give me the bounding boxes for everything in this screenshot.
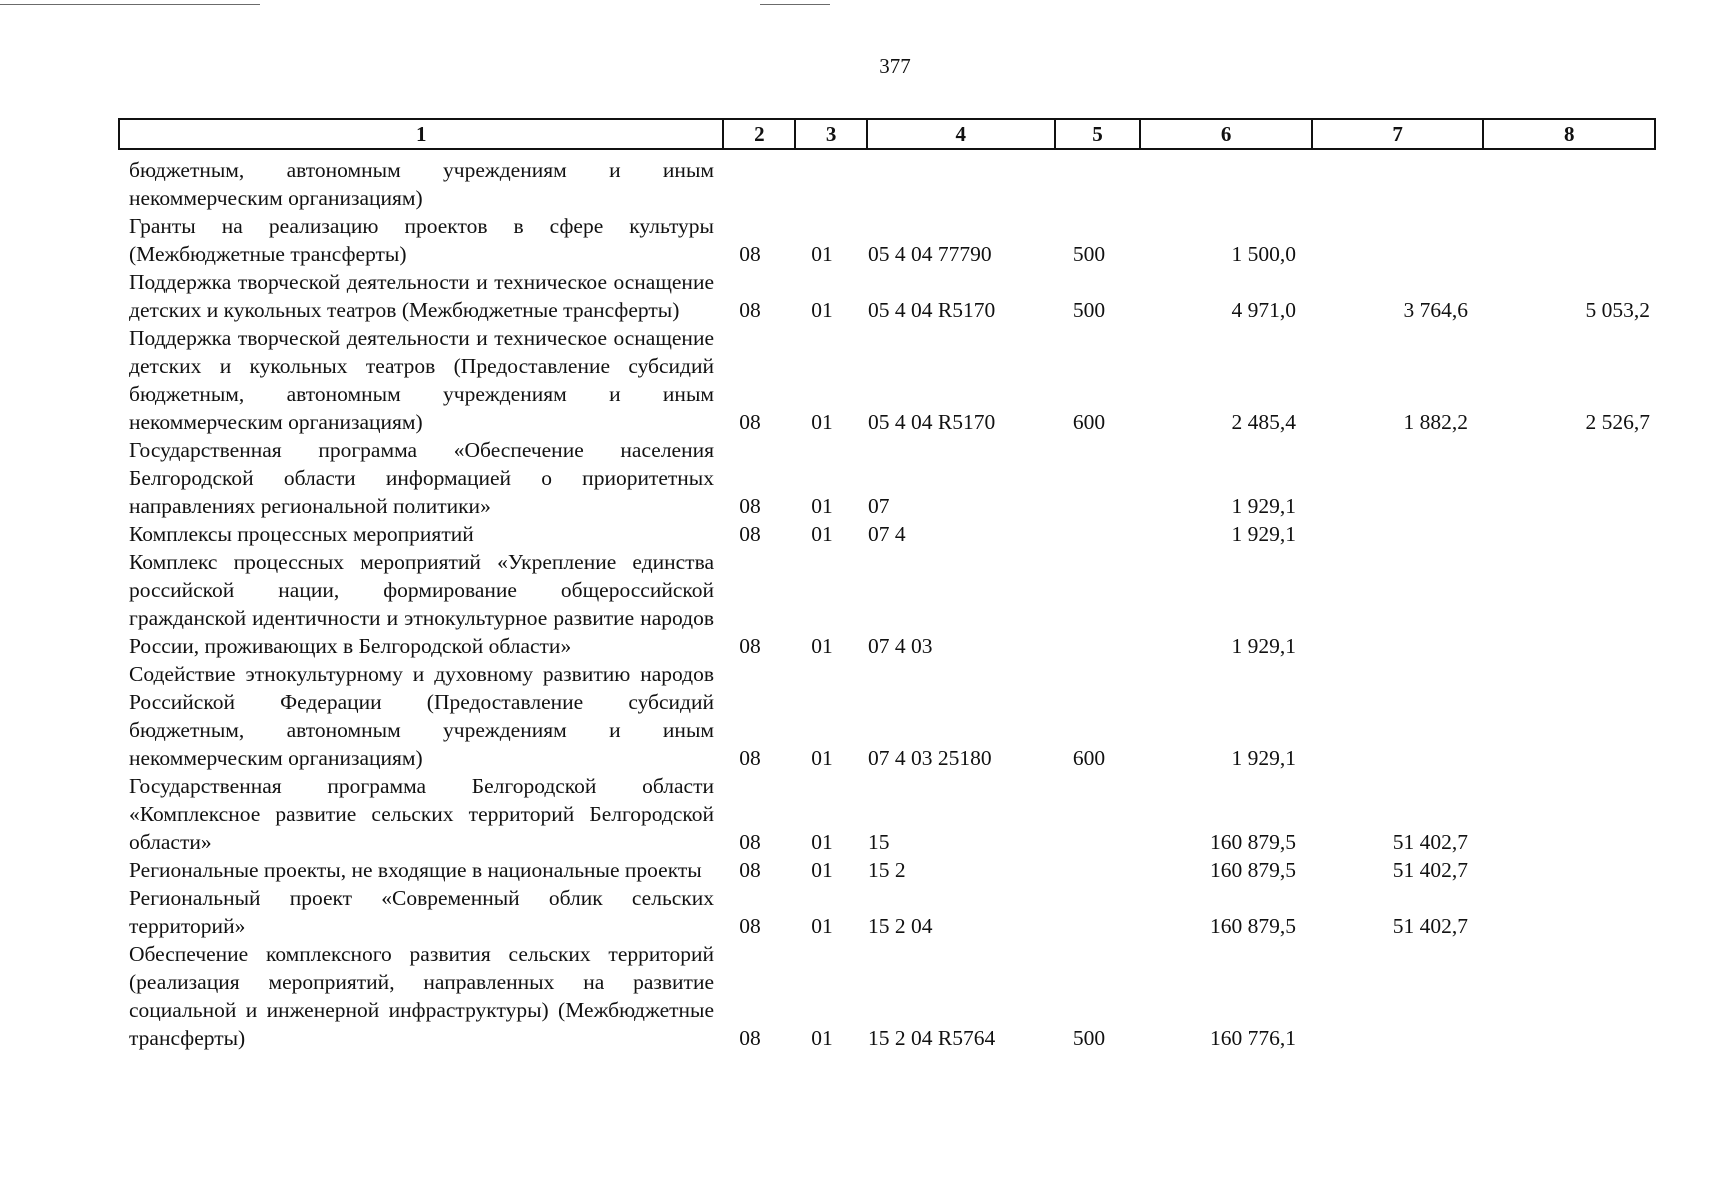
column-header-4: 4 [868,120,1056,148]
row-subsection: 01 [811,494,833,518]
page-number: 377 [879,54,911,78]
row-description: Гранты на реализацию проектов в сфере культуры (Межбюджетные трансферты) [129,214,714,266]
row-section: 08 [739,830,761,854]
row-section: 08 [739,494,761,518]
row-section: 08 [739,522,761,546]
row-description: Поддержка творческой деятельности и техническое оснащение детских и кукольных театров (Межбюджетные трансферты) [129,270,714,322]
row-subsection: 01 [811,858,833,882]
row-target-article: 07 [868,494,890,518]
row-amount-col6: 1 929,1 [1231,494,1296,518]
table-row [118,212,1656,268]
row-expense-type: 500 [1072,1026,1106,1050]
table-row [118,520,1656,548]
row-amount-col7: 3 764,6 [1403,298,1468,322]
row-expense-type: 600 [1072,746,1106,770]
row-description: Государственная программа Белгородской области «Комплексное развитие сельских территорий Белгородской области» [129,774,714,854]
row-amount-col6: 1 929,1 [1231,522,1296,546]
row-amount-col7: 1 882,2 [1403,410,1468,434]
row-amount-col8: 2 526,7 [1585,410,1650,434]
row-amount-col6: 1 500,0 [1231,242,1296,266]
row-amount-col6: 4 971,0 [1231,298,1296,322]
row-description: бюджетным, автономным учреждениям и иным некоммерческим организациям) [129,158,714,210]
row-target-article: 15 2 [868,858,906,882]
column-header-6: 6 [1141,120,1313,148]
row-expense-type: 500 [1072,298,1106,322]
row-subsection: 01 [811,242,833,266]
row-description: Комплекс процессных мероприятий «Укрепление единства российской нации, формирование общероссийской гражданской идентичности и этнокультурное развитие народов России, проживающих в Белгородской области» [129,550,714,658]
row-amount-col6: 1 929,1 [1231,746,1296,770]
row-target-article: 07 4 [868,522,906,546]
row-description: Государственная программа «Обеспечение населения Белгородской области информацией о приоритетных направлениях региональной политики» [129,438,714,518]
table-row [118,436,1656,520]
row-description: Региональные проекты, не входящие в национальные проекты [129,858,702,882]
row-amount-col7: 51 402,7 [1392,830,1468,854]
row-target-article: 05 4 04 77790 [868,242,992,266]
row-section: 08 [739,746,761,770]
row-target-article: 15 2 04 R5764 [868,1026,996,1050]
row-subsection: 01 [811,634,833,658]
column-header-2: 2 [724,120,796,148]
row-section: 08 [739,298,761,322]
row-amount-col8: 5 053,2 [1585,298,1650,322]
scan-edge-line [0,4,260,5]
row-amount-col6: 160 776,1 [1210,1026,1296,1050]
table-row [118,324,1656,436]
row-section: 08 [739,242,761,266]
row-amount-col6: 2 485,4 [1231,410,1296,434]
column-header-1: 1 [120,120,724,148]
row-subsection: 01 [811,1026,833,1050]
row-section: 08 [739,858,761,882]
table-row [118,660,1656,772]
row-section: 08 [739,410,761,434]
row-expense-type: 600 [1072,410,1106,434]
column-header-3: 3 [796,120,868,148]
row-target-article: 05 4 04 R5170 [868,298,996,322]
table-header-row [118,118,1656,150]
row-amount-col7: 51 402,7 [1392,858,1468,882]
row-amount-col6: 160 879,5 [1210,830,1296,854]
row-amount-col6: 160 879,5 [1210,914,1296,938]
table-body [118,156,1656,1052]
column-header-5: 5 [1056,120,1142,148]
table-row [118,772,1656,856]
row-section: 08 [739,914,761,938]
row-target-article: 07 4 03 [868,634,933,658]
row-description: Поддержка творческой деятельности и техническое оснащение детских и кукольных театров (Предоставление субсидий бюджетным, автономным учреждениям и иным некоммерческим организациям) [129,326,714,434]
row-section: 08 [739,1026,761,1050]
table-row [118,548,1656,660]
row-amount-col6: 160 879,5 [1210,858,1296,882]
scan-edge-line [760,4,830,5]
row-description: Обеспечение комплексного развития сельских территорий (реализация мероприятий, направленных на развитие социальной и инженерной инфраструктуры) (Межбюджетные трансферты) [129,942,714,1050]
row-section: 08 [739,634,761,658]
row-amount-col7: 51 402,7 [1392,914,1468,938]
row-amount-col6: 1 929,1 [1231,634,1296,658]
table-row [118,856,1656,884]
row-expense-type: 500 [1072,242,1106,266]
column-header-8: 8 [1563,122,1575,146]
row-subsection: 01 [811,746,833,770]
row-subsection: 01 [811,522,833,546]
row-subsection: 01 [811,914,833,938]
row-description: Комплексы процессных мероприятий [129,522,474,546]
row-target-article: 15 [868,830,890,854]
table-row [118,884,1656,940]
row-target-article: 05 4 04 R5170 [868,410,996,434]
row-subsection: 01 [811,830,833,854]
row-subsection: 01 [811,410,833,434]
row-target-article: 15 2 04 [868,914,933,938]
table-row [118,268,1656,324]
row-description: Содействие этнокультурному и духовному развитию народов Российской Федерации (Предоставление субсидий бюджетным, автономным учреждениям и иным некоммерческим организациям) [129,662,714,770]
table-row [118,940,1656,1052]
row-target-article: 07 4 03 25180 [868,746,992,770]
column-header-7: 7 [1313,120,1485,148]
row-description: Региональный проект «Современный облик сельских территорий» [129,886,714,938]
row-subsection: 01 [811,298,833,322]
table-row [118,156,1656,212]
